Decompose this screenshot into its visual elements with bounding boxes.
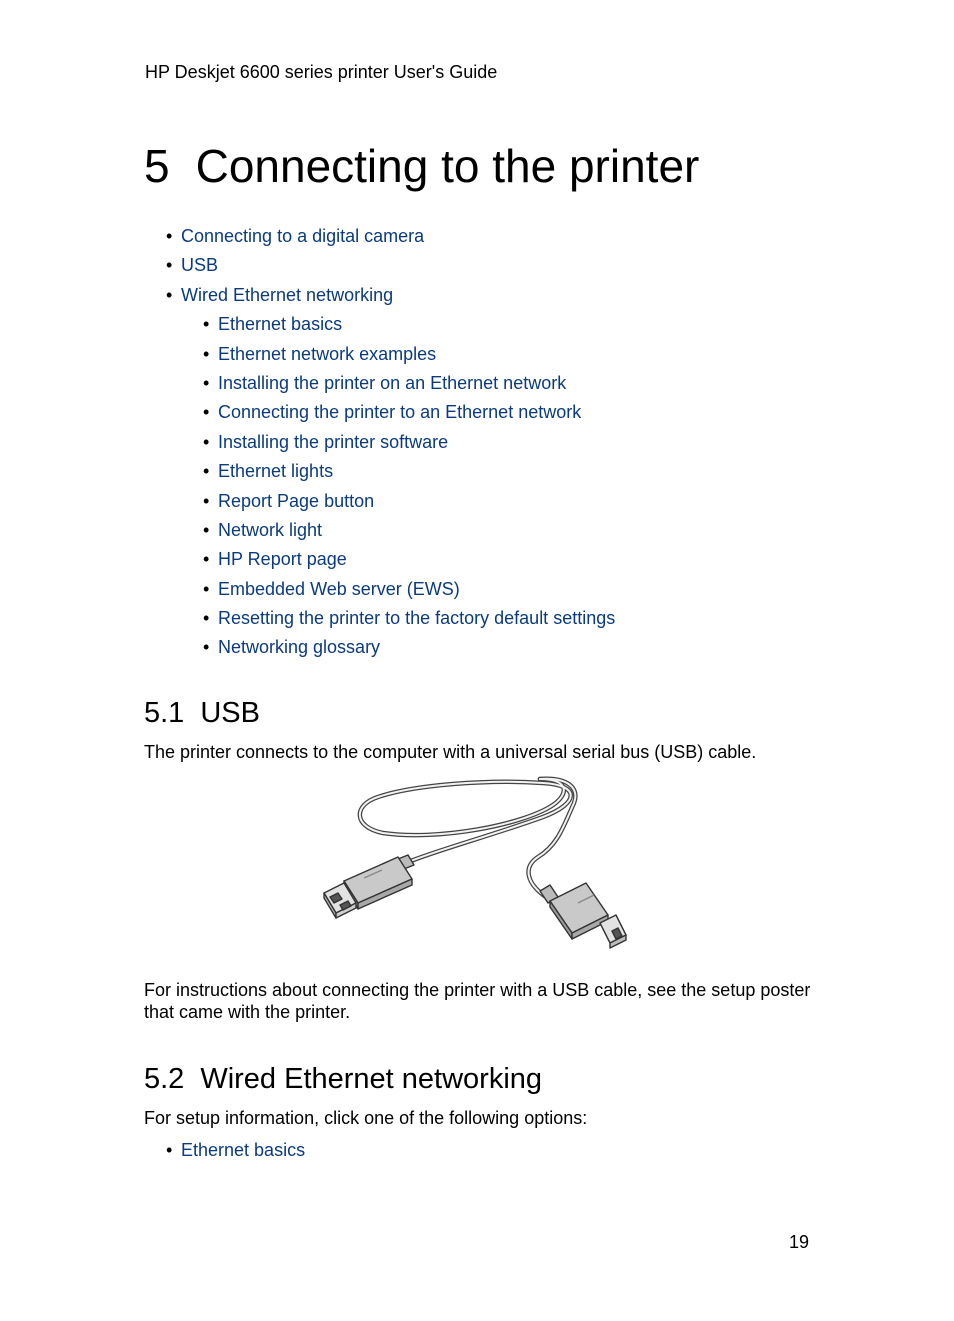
chapter-title xyxy=(144,138,699,194)
toc-subitem xyxy=(166,606,615,635)
toc-link-factory-reset[interactable]: Resetting the printer to the factory default settings xyxy=(218,608,616,629)
toc-subitem xyxy=(166,371,615,400)
toc-link-ethernet-examples[interactable]: Ethernet network examples xyxy=(218,343,437,364)
toc-link-ethernet-lights[interactable]: Ethernet lights xyxy=(218,461,334,482)
toc-item xyxy=(166,224,615,253)
bullet: • xyxy=(166,284,173,305)
toc-subitem xyxy=(166,342,615,371)
toc-link-networking-glossary[interactable]: Networking glossary xyxy=(218,637,381,658)
toc-link-installing-software[interactable]: Installing the printer software xyxy=(218,431,449,452)
toc-link-connecting-to-network[interactable]: Connecting the printer to an Ethernet network xyxy=(218,402,582,423)
usb-note-line-2: that came with the printer. xyxy=(144,1002,351,1022)
running-header: HP Deskjet 6600 series printer User's Guide xyxy=(145,62,498,82)
chapter-title-text: Connecting to the printer xyxy=(195,140,700,192)
section-heading-wired-ethernet xyxy=(144,1062,542,1096)
toc-link-network-light[interactable]: Network light xyxy=(218,519,323,540)
toc-link-ethernet-basics[interactable]: Ethernet basics xyxy=(218,314,343,335)
toc-link-ews[interactable]: Embedded Web server (EWS) xyxy=(218,578,460,599)
ethernet-intro-text: For setup information, click one of the following options: xyxy=(144,1108,588,1128)
toc-subitem xyxy=(166,312,615,341)
toc-link-hp-report-page[interactable]: HP Report page xyxy=(218,549,347,570)
section-title: USB xyxy=(200,697,260,729)
toc-item xyxy=(166,283,615,312)
bullet: • xyxy=(203,578,210,599)
toc-subitem xyxy=(166,489,615,518)
usb-intro-text: The printer connects to the computer with a universal serial bus (USB) cable. xyxy=(144,742,757,762)
toc-link-report-page-button[interactable]: Report Page button xyxy=(218,490,375,511)
bullet: • xyxy=(166,1140,173,1160)
ethernet-basics-link[interactable]: Ethernet basics xyxy=(181,1140,306,1160)
usb-cable-illustration xyxy=(318,775,634,953)
bullet: • xyxy=(166,255,173,276)
bullet: • xyxy=(166,226,173,246)
toc-subitem xyxy=(166,577,615,606)
toc-subitem xyxy=(166,547,615,576)
usb-note-line-1: For instructions about connecting the printer with a USB cable, see the setup poster xyxy=(144,980,811,1000)
section-number: 5.2 xyxy=(144,1063,185,1095)
section-number: 5.1 xyxy=(144,697,185,729)
toc-subitem xyxy=(166,459,615,488)
toc-link-installing-on-network[interactable]: Installing the printer on an Ethernet network xyxy=(218,372,567,393)
section-heading-usb xyxy=(144,696,260,730)
chapter-number: 5 xyxy=(144,140,170,192)
bullet: • xyxy=(203,608,210,629)
toc-subitem xyxy=(166,430,615,459)
bullet: • xyxy=(203,549,210,570)
bullet: • xyxy=(203,490,210,511)
bullet: • xyxy=(203,372,210,393)
bullet: • xyxy=(203,431,210,452)
bullet: • xyxy=(203,314,210,335)
bullet: • xyxy=(203,461,210,482)
bullet: • xyxy=(203,402,210,423)
toc-subitem xyxy=(166,635,615,664)
ethernet-options-list xyxy=(166,1138,305,1167)
section-title: Wired Ethernet networking xyxy=(200,1063,543,1095)
bullet: • xyxy=(203,519,210,540)
list-item xyxy=(166,1138,305,1167)
toc-link-usb[interactable]: USB xyxy=(181,255,219,276)
toc-link-wired-ethernet[interactable]: Wired Ethernet networking xyxy=(181,284,394,305)
toc-subitem xyxy=(166,518,615,547)
toc-link-digital-camera[interactable]: Connecting to a digital camera xyxy=(181,226,425,246)
bullet: • xyxy=(203,637,210,658)
chapter-toc xyxy=(166,224,615,665)
bullet: • xyxy=(203,343,210,364)
toc-item xyxy=(166,253,615,282)
toc-subitem xyxy=(166,400,615,429)
page-number: 19 xyxy=(789,1232,810,1252)
